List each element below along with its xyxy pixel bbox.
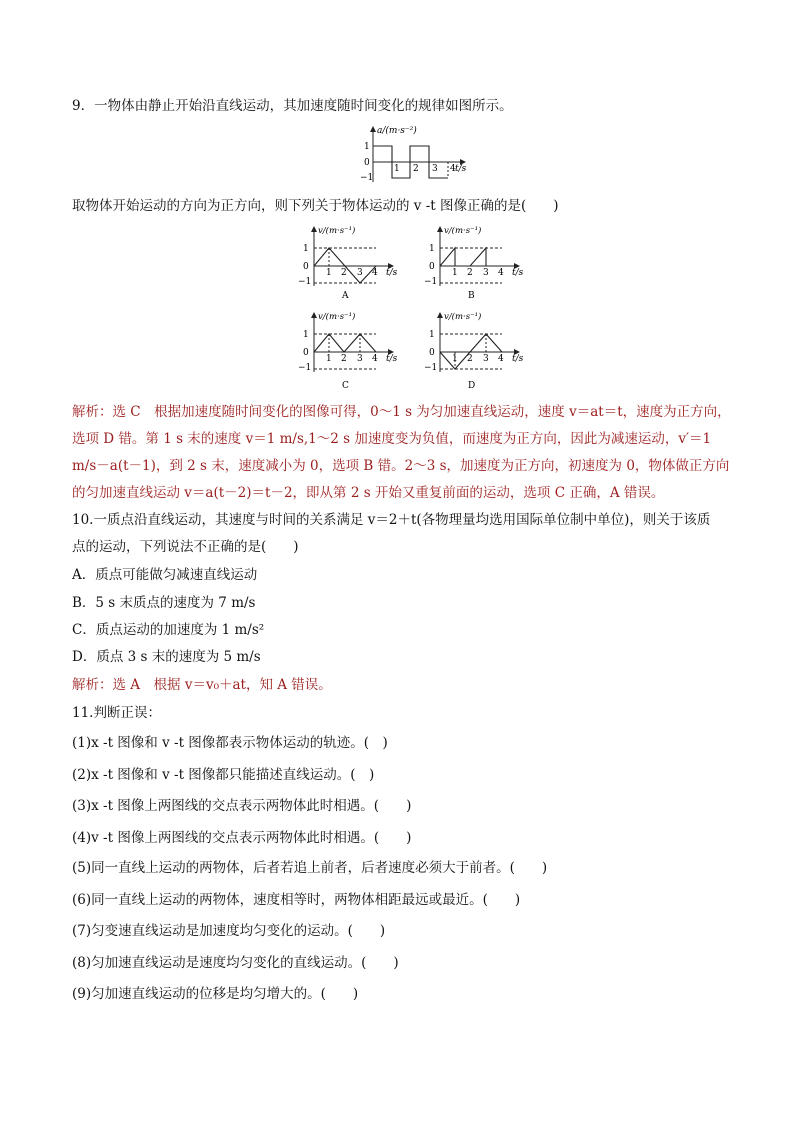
- q11-item: (1)x -t 图像和 v -t 图像都表示物体运动的轨迹。( ): [72, 735, 388, 751]
- q11-item: (3)x -t 图像上两图线的交点表示两物体此时相遇。( ): [72, 798, 412, 814]
- q11-item: (2)x -t 图像和 v -t 图像都只能描述直线运动。( ): [72, 767, 375, 783]
- svg-text:0: 0: [429, 348, 435, 358]
- option-c-label: C: [342, 381, 349, 391]
- option-a-label: A: [342, 291, 349, 301]
- q10-option-a: A．质点可能做匀减速直线运动: [72, 567, 258, 583]
- q10-stem-line: 10.一质点沿直线运动，其速度与时间的关系满足 v＝2＋t(各物理量均选用国际单位制中单位)，则关于该质: [72, 512, 711, 528]
- option-b-series: [440, 248, 502, 266]
- option-c-series: [314, 334, 376, 352]
- y-tick-0: 0: [364, 158, 370, 168]
- svg-text:3: 3: [483, 354, 489, 364]
- q10-analysis: 解析：选 A 根据 v＝v₀＋at，知 A 错误。: [72, 677, 332, 693]
- q9-analysis-line: m/s－a(t－1)，到 2 s 末，速度减小为 0，选项 B 错。2～3 s，加速度为正方向，初速度为 0，物体做正方向: [72, 458, 730, 474]
- svg-text:1: 1: [452, 268, 458, 278]
- y-tick-1: 1: [364, 142, 370, 152]
- svg-text:−1: −1: [298, 363, 312, 373]
- y-tick-neg1: −1: [360, 173, 374, 183]
- svg-text:0: 0: [303, 262, 309, 272]
- svg-text:0: 0: [303, 348, 309, 358]
- svg-text:1: 1: [452, 354, 458, 364]
- svg-text:2: 2: [467, 268, 473, 278]
- svg-text:1: 1: [303, 244, 309, 254]
- y-axis-arrow: [370, 126, 376, 132]
- svg-text:4: 4: [498, 354, 504, 364]
- svg-text:2: 2: [467, 354, 473, 364]
- svg-text:−1: −1: [424, 363, 438, 373]
- q9-stem: 9．一物体由静止开始沿直线运动，其加速度随时间变化的规律如图所示。: [72, 98, 513, 114]
- svg-text:3: 3: [357, 354, 363, 364]
- q10-option-c: C．质点运动的加速度为 1 m/s²: [72, 622, 265, 638]
- svg-text:2: 2: [341, 268, 347, 278]
- q11-item: (8)匀加速直线运动是速度均匀变化的直线运动。( ): [72, 955, 399, 971]
- svg-text:1: 1: [429, 330, 435, 340]
- svg-text:t/s: t/s: [512, 354, 524, 364]
- q10-option-d: D．质点 3 s 末的速度为 5 m/s: [72, 649, 261, 665]
- svg-text:v/(m·s⁻¹): v/(m·s⁻¹): [318, 226, 356, 236]
- svg-text:1: 1: [303, 330, 309, 340]
- q11-title: 11.判断正误：: [72, 705, 161, 721]
- q9-analysis-line: 解析：选 C 根据加速度随时间变化的图像可得，0～1 s 为匀加速直线运动，速度 v＝at＝t，速度为正方向，: [72, 404, 731, 420]
- svg-text:t/s: t/s: [386, 268, 398, 278]
- svg-text:0: 0: [429, 262, 435, 272]
- x-axis-label: t/s: [455, 164, 467, 174]
- svg-text:3: 3: [483, 268, 489, 278]
- svg-text:−1: −1: [424, 277, 438, 287]
- q10-stem-line: 点的运动，下列说法不正确的是( ): [72, 539, 299, 555]
- svg-text:4: 4: [372, 354, 378, 364]
- x-tick-2: 2: [413, 164, 419, 174]
- q11-item: (7)匀变速直线运动是加速度均匀变化的运动。( ): [72, 923, 386, 939]
- q10-option-b: B．5 s 末质点的速度为 7 m/s: [72, 595, 256, 611]
- q11-item: (5)同一直线上运动的两物体，后者若追上前者，后者速度必须大于前者。( ): [72, 860, 548, 876]
- q9-analysis-line: 选项 D 错。第 1 s 末的速度 v＝1 m/s,1～2 s 加速度变为负值，而速度为正方向，因此为减速运动，v′＝1: [72, 431, 712, 447]
- option-d-graph: [414, 310, 532, 392]
- svg-text:4: 4: [498, 268, 504, 278]
- option-b-label: B: [468, 291, 475, 301]
- acceleration-time-graph: [355, 124, 475, 186]
- option-c-graph: [288, 310, 406, 392]
- svg-text:1: 1: [326, 268, 332, 278]
- q11-item: (6)同一直线上运动的两物体，速度相等时，两物体相距最远或最近。( ): [72, 892, 521, 908]
- x-tick-3: 3: [432, 164, 438, 174]
- svg-text:t/s: t/s: [512, 268, 524, 278]
- svg-text:1: 1: [429, 244, 435, 254]
- option-d-label: D: [468, 381, 476, 391]
- svg-text:v/(m·s⁻¹): v/(m·s⁻¹): [444, 312, 482, 322]
- x-tick-1: 1: [394, 164, 400, 174]
- svg-text:t/s: t/s: [386, 354, 398, 364]
- q9-question: 取物体开始运动的方向为正方向，则下列关于物体运动的 v -t 图像正确的是( ): [72, 198, 559, 214]
- svg-text:1: 1: [326, 354, 332, 364]
- q11-item: (9)匀加速直线运动的位移是均匀增大的。( ): [72, 986, 359, 1002]
- svg-text:3: 3: [357, 268, 363, 278]
- x-tick-4: 4: [450, 164, 456, 174]
- svg-text:v/(m·s⁻¹): v/(m·s⁻¹): [318, 312, 356, 322]
- q9-analysis-line: 的匀加速直线运动 v＝a(t－2)＝t－2，即从第 2 s 开始又重复前面的运动，选项 C 正确，A 错误。: [72, 485, 665, 501]
- y-axis-label: a/(m·s⁻²): [377, 126, 417, 136]
- svg-text:−1: −1: [298, 277, 312, 287]
- option-b-graph: [414, 224, 532, 306]
- svg-text:4: 4: [372, 268, 378, 278]
- q11-item: (4)v -t 图像上两图线的交点表示两物体此时相遇。( ): [72, 830, 412, 846]
- svg-text:v/(m·s⁻¹): v/(m·s⁻¹): [444, 226, 482, 236]
- option-a-graph: [288, 224, 406, 306]
- svg-text:2: 2: [341, 354, 347, 364]
